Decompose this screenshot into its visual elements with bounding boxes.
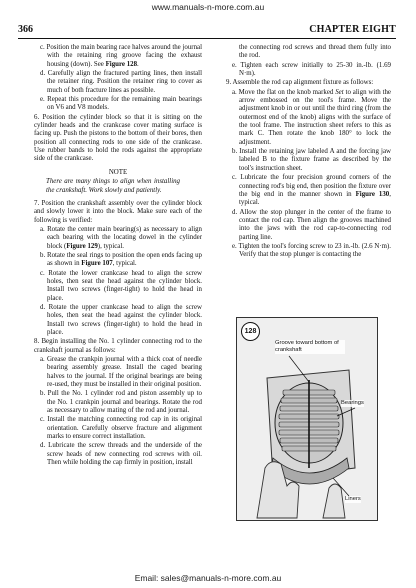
step-5e: e. Repeat this procedure for the remaining main bearings on V6 and V8 models. xyxy=(40,96,202,112)
label-groove: Groove toward bottom of crankshaft xyxy=(275,340,345,354)
step-8d-continued: the connecting rod screws and thread them fully into the rod. xyxy=(239,44,391,60)
step-5c: c. Position the main bearing race halves around the journal with the retaining ring groove facing the exhaust housing (down). See Figure 128. xyxy=(40,44,202,68)
figure-number-badge: 128 xyxy=(241,322,260,341)
step-8c: c. Install the matching connecting rod cap in its original orientation. Carefully observe fracture and alignment marks to ensure correct installation. xyxy=(40,416,202,441)
watermark-bottom-email: Email: sales@manuals-n-more.com.au xyxy=(134,573,282,583)
page-number: 366 xyxy=(18,24,33,35)
label-liners: Liners xyxy=(345,496,361,502)
header-rule xyxy=(18,38,396,39)
step-8: 8. Begin installing the No. 1 cylinder connecting rod to the crankshaft journal as follows: xyxy=(34,338,202,354)
right-column xyxy=(226,44,391,261)
step-9a: a. Move the flat on the knob marked Set to align with the arrow embossed on the tool's frame. Move the adjustment knob in or out until the third ring (from the outermost end of the knob) aligns with the surface of the tool frame. The instruction sheet refers to this as mark C. Then rotate the knob 180° to lock the adjustment. xyxy=(232,88,391,146)
step-7: 7. Position the crankshaft assembly over the cylinder block and slowly lower it into the block. Make sure each of the following is verified: xyxy=(34,199,202,224)
step-7b: b. Rotate the seal rings to position the open ends facing up as shown in Figure 107, typical. xyxy=(40,251,202,268)
step-5d: d. Carefully align the fractured parting lines, then install the retainer ring. Position the retainer ring to cover as much of both fracture lines as possible. xyxy=(40,70,202,94)
step-9e: e. Tighten the tool's forcing screw to 23 in.-lb. (2.6 N·m). Verify that the stop plunger is contacting the xyxy=(232,242,391,259)
step-7d: d. Rotate the upper crankcase head to align the screw holes, then seat the head against the cylinder block. Install two screws (finger-tight) to hold the head in place. xyxy=(40,303,202,336)
step-9: 9. Assemble the rod cap alignment fixture as follows: xyxy=(226,79,374,87)
step-7a: a. Rotate the center main bearing(s) as necessary to align each bearing with the locating dowel in the cylinder block (Figure 129), typical. xyxy=(40,225,202,250)
chapter-title: CHAPTER EIGHT xyxy=(309,24,396,35)
left-column xyxy=(34,44,202,469)
note-text: There are many things to align when installing the crankshaft. Work slowly and patiently. xyxy=(46,178,180,194)
note-title: NOTE xyxy=(108,168,128,176)
step-8a: a. Grease the crankpin journal with a thick coat of needle bearing assembly grease. Install the caged bearing halves to the journal. If the original bearings are being re-used, they must be installed in their original position. xyxy=(40,356,202,389)
figure-128-bearing-illustration xyxy=(236,317,378,521)
step-8e: e. Tighten each screw initially to 25-30 in.-lb. (1.69 N·m). xyxy=(232,61,391,78)
step-8d: d. Lubricate the screw threads and the underside of the screw heads of new connecting rod screws with oil. Then while holding the cap firmly in position, install xyxy=(40,442,202,467)
label-bearings: Bearings xyxy=(341,400,364,406)
step-6: 6. Position the cylinder block so that it is sitting on the cylinder heads and the crankcase cover mating surface is facing up. Push the pistons to the bottom of their bores, then position all connecting rods to one side of the crankcase. Use rubber bands to hold the rods against the appropriate side of the crankcase. xyxy=(34,113,202,163)
step-9d: d. Allow the stop plunger in the center of the frame to contact the rod cap. Then align the grooves machined into the jaws with the rod cap-to-connecting rod parting line. xyxy=(232,208,391,241)
step-7c: c. Rotate the lower crankcase head to align the screw holes, then seat the head against the cylinder block. Install two screws (finger-tight) to hold the head in place. xyxy=(40,269,202,302)
step-9b: b. Install the retaining jaw labeled A and the forcing jaw labeled B to the fixture frame as described by the tool's instruction sheet. xyxy=(232,148,391,172)
watermark-top-url: www.manuals-n-more.com.au xyxy=(151,2,265,12)
step-9c: c. Lubricate the four precision ground corners of the connecting rod's big end, then position the fixture over the big end in the manner shown in Figure 130, typical. xyxy=(232,174,391,207)
page-header xyxy=(18,24,396,38)
step-8b: b. Pull the No. 1 cylinder rod and piston assembly up to the No. 1 crankpin journal and bearings. Rotate the rod as necessary to allow mating of the rod and journal. xyxy=(40,390,202,415)
